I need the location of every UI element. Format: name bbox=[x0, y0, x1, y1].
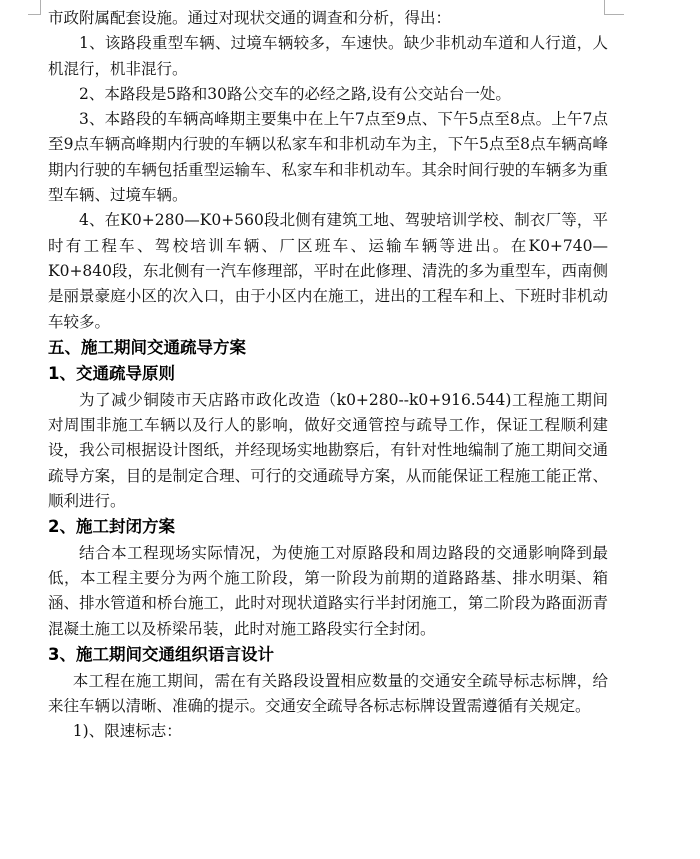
paragraph-finding-4: 4、在K0+280—K0+560段北侧有建筑工地、驾驶培训学校、制衣厂等，平时有工程车、驾校培训车辆、厂区班车、运输车辆等进出。在K0+740—K0+840段，东北侧有一汽车修理部，平时在此修理、清洗的多为重型车，西南侧是丽景豪庭小区的次入口，由于小区内在施工，进出的工程车和上、下班时非机动车较多。 bbox=[48, 211, 609, 331]
paragraph-closure-plan: 结合本工程现场实际情况，为使施工对原路段和周边路段的交通影响降到最低，本工程主要分为两个施工阶段，第一阶段为前期的道路路基、排水明渠、箱涵、排水管道和桥台施工，此时对现状道路实行半封闭施工，第二阶段为路面沥青混凝土施工以及桥梁吊装，此时对施工路段实行全封闭。 bbox=[48, 543, 608, 638]
crop-mark bbox=[40, 0, 41, 14]
paragraph-finding-2: 2、本路段是5路和30路公交车的必经之路,设有公交站台一处。 bbox=[79, 84, 511, 103]
paragraph-continuation: 市政附属配套设施。通过对现状交通的调查和分析，得出： bbox=[48, 9, 452, 27]
subsection-heading-3: 3、施工期间交通组织语言设计 bbox=[48, 645, 274, 665]
paragraph-signage: 本工程在施工期间，需在有关路段设置相应数量的交通安全疏导标志标牌，给来往车辆以清晰、准确的提示。交通安全疏导各标志标牌设置需遵循有关规定。 bbox=[48, 671, 608, 715]
document-body bbox=[48, 6, 608, 744]
subsection-heading-2: 2、施工封闭方案 bbox=[48, 517, 175, 537]
subsection-heading-1: 1、交通疏导原则 bbox=[48, 364, 175, 384]
list-item-speed-limit: 1)、限速标志： bbox=[72, 722, 182, 741]
paragraph-finding-1: 1、该路段重型车辆、过境车辆较多，车速快。缺少非机动车道和人行道，人机混行，机非混行。 bbox=[48, 34, 608, 78]
crop-mark bbox=[28, 14, 41, 15]
section-heading: 五、施工期间交通疏导方案 bbox=[48, 337, 246, 357]
paragraph-principle: 为了减少铜陵市天店路市政化改造（k0+280--k0+916.544)工程施工期间对周围非施工车辆以及行人的影响，做好交通管控与疏导工作，保证工程顺利建设，我公司根据设计图纸，并经现场实地勘察后，有针对性地编制了施工期间交通疏导方案，目的是制定合理、可行的交通疏导方案，从而能保证工程施工能正常、顺利进行。 bbox=[48, 390, 608, 511]
paragraph-finding-3: 3、本路段的车辆高峰期主要集中在上午7点至9点、下午5点至8点。上午7点至9点车辆高峰期内行驶的车辆以私家车和非机动车为主，下午5点至8点车辆高峰期内行驶的车辆包括重型运输车、私家车和非机动车。其余时间行驶的车辆多为重型车辆、过境车辆。 bbox=[48, 110, 608, 205]
